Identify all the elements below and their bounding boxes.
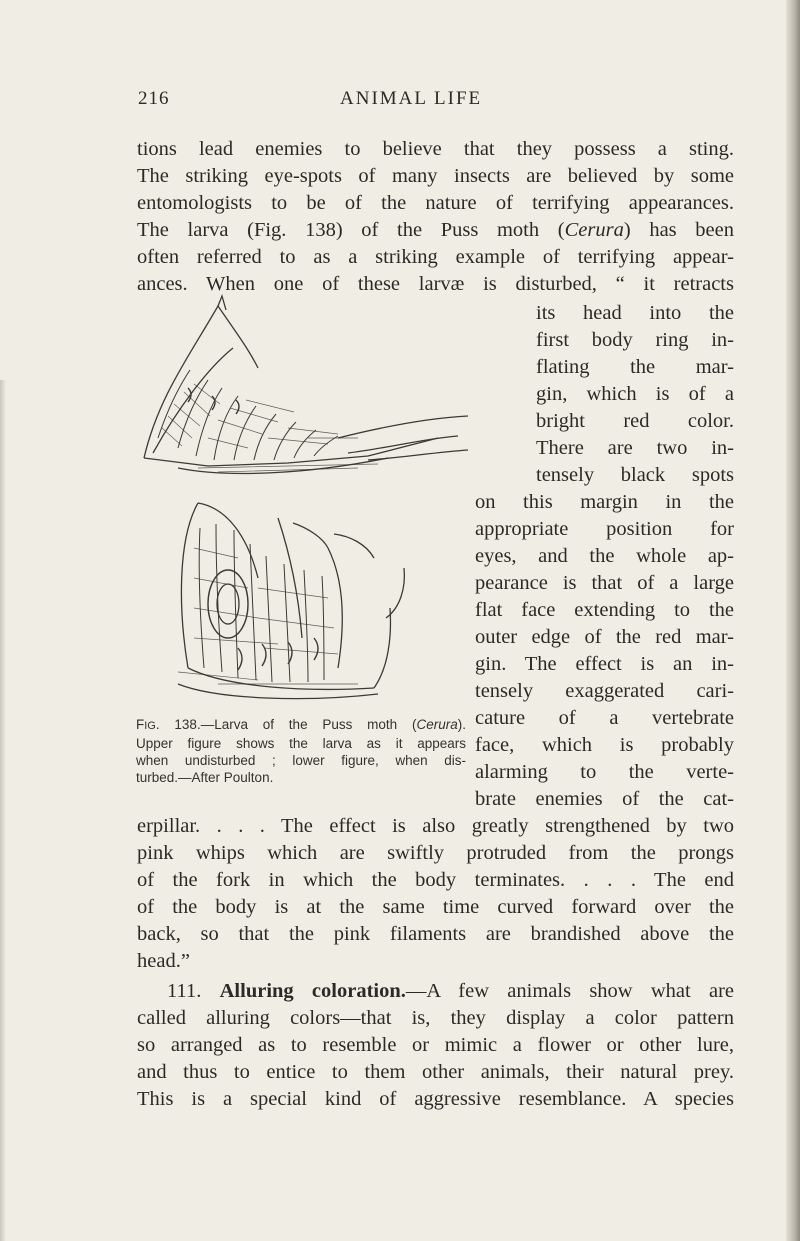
text-line: face, which is probably [475,734,734,756]
page-number: 216 [138,88,170,109]
text-line: entomologists to be of the nature of terrifying appearances. [137,192,734,214]
larva-lower-figure [178,503,404,699]
text-line: brate enemies of the cat- [475,788,734,810]
text-line: pink whips which are swiftly protruded from the prongs [137,842,734,864]
text-line: flating the mar- [536,356,734,378]
section-first-line [167,980,734,1003]
section-number: 111. [167,980,202,1002]
section-text: —A few animals show what are [405,980,735,1002]
text-line: The striking eye-spots of many insects are believed by some [137,165,734,187]
caption-line: turbed.—After Poulton. [136,770,274,785]
text-line: gin, which is of a [536,383,734,405]
caption-line: Upper figure shows the larva as it appears [136,736,466,751]
text-line: tions lead enemies to believe that they possess a sting. [137,138,734,160]
text-line: tensely black spots [536,464,734,486]
section-heading: Alluring coloration. [219,980,406,1002]
text-line: called alluring colors—that is, they display a color pattern [137,1007,734,1029]
text-line: This is a special kind of aggressive resemblance. A species [137,1088,734,1110]
caption-line: FIG. 138.—Larva of the Puss moth (Cerura). [136,717,466,732]
running-head [0,88,800,118]
text-line: often referred to as a striking example of terrifying appear- [137,246,734,268]
figure-caption [136,716,466,786]
text-line: tensely exaggerated cari- [475,680,734,702]
text-line: flat face extending to the [475,599,734,621]
text-line: back, so that the pink filaments are brandished above the [137,923,734,945]
caption-line: when undisturbed ; lower figure, when dis- [136,753,466,768]
text-line: eyes, and the whole ap- [475,545,734,567]
text-line: cature of a vertebrate [475,707,734,729]
text-line: head.” [137,950,190,972]
text-line: There are two in- [536,437,734,459]
larva-illustration [138,288,468,708]
text-line: alarming to the verte- [475,761,734,783]
text-line: of the body is at the same time curved forward over the [137,896,734,918]
text-line: pearance is that of a large [475,572,734,594]
text-line: its head into the [536,302,734,324]
larva-upper-figure [144,296,468,473]
text-line: of the fork in which the body terminates. . . . The end [137,869,734,891]
text-line: so arranged as to resemble or mimic a flower or other lure, [137,1034,734,1056]
page-edge-shadow [786,0,800,1241]
text-line: first body ring in- [536,329,734,351]
text-line: erpillar. . . . The effect is also greatly strengthened by two [137,815,734,837]
text-line: ances. When one of these larvæ is disturbed, “ it retracts [137,273,734,295]
text-line: on this margin in the [475,491,734,513]
text-line: appropriate position for [475,518,734,540]
text-line: gin. The effect is an in- [475,653,734,675]
page-edge-left [0,380,6,1241]
text-line: and thus to entice to them other animals, their natural prey. [137,1061,734,1083]
text-line: bright red color. [536,410,734,432]
text-line: outer edge of the red mar- [475,626,734,648]
text-line: The larva (Fig. 138) of the Puss moth (Cerura) has been [137,219,734,241]
running-title: ANIMAL LIFE [340,88,483,109]
